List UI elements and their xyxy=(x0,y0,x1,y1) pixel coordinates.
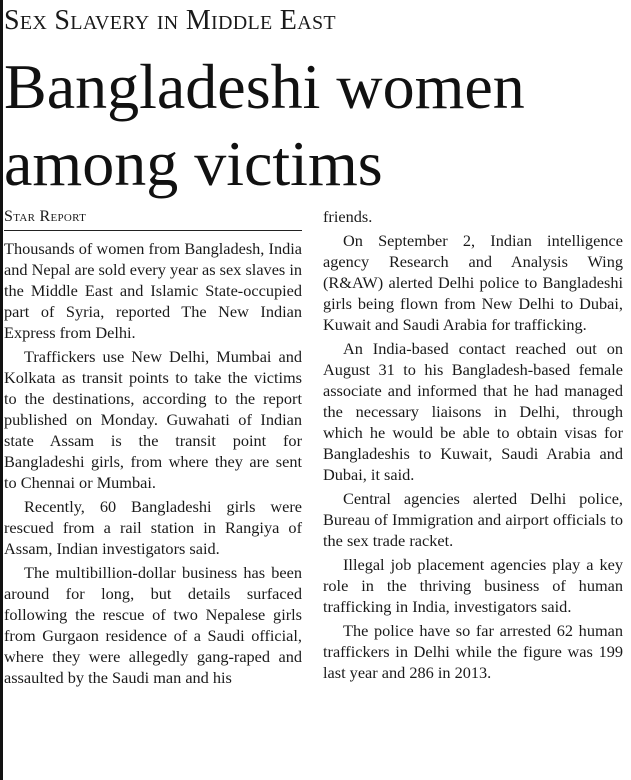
paragraph: On September 2, Indian intelligence agency Research and Analysis Wing (R&AW) alerted Delhi police to Bangladeshi girls being flown from New Delhi to Dubai, Kuwait and Saudi Arabia for trafficking. xyxy=(323,231,623,334)
page-edge-rule xyxy=(0,0,3,780)
paragraph: Central agencies alerted Delhi police, Bureau of Immigration and airport officials to the sex trade racket. xyxy=(323,489,623,550)
paragraph: Illegal job placement agencies play a key role in the thriving business of human trafficking in India, investigators said. xyxy=(323,555,623,616)
paragraph: Recently, 60 Bangladeshi girls were rescued from a rail station in Rangiya of Assam, Indian investigators said. xyxy=(4,497,302,558)
headline: Bangladeshi women among victims xyxy=(4,51,525,199)
article-column-right xyxy=(323,206,623,686)
paragraph: Traffickers use New Delhi, Mumbai and Kolkata as transit points to take the victims to the destinations, according to the report published on Monday. Guwahati of Indian state Assam is the transit point for Bangladeshi girls, from where they are sent to Chennai or Mumbai. xyxy=(4,347,302,492)
section-kicker: Sex Slavery in Middle East xyxy=(4,5,336,36)
article-column-left xyxy=(4,206,302,691)
paragraph: The multibillion-dollar business has been around for long, but details surfaced following the rescue of two Nepalese girls from Gurgaon residence of a Saudi official, where they were allegedly gang-raped and assaulted by the Saudi man and his xyxy=(4,563,302,687)
paragraph: An India-based contact reached out on August 31 to his Bangladesh-based female associate and informed that he had managed the necessary liaisons in Delhi, through which he would be able to obtain visas for Bangladeshis to Kuwait, Saudi Arabia and Dubai, it said. xyxy=(323,339,623,484)
paragraph: The police have so far arrested 62 human traffickers in Delhi while the figure was 199 last year and 286 in 2013. xyxy=(323,621,623,682)
byline: Star Report xyxy=(4,206,302,231)
paragraph: Thousands of women from Bangladesh, India and Nepal are sold every year as sex slaves in the Middle East and Islamic State-occupied part of Syria, reported The New Indian Express from Delhi. xyxy=(4,239,302,342)
paragraph: friends. xyxy=(323,207,373,226)
